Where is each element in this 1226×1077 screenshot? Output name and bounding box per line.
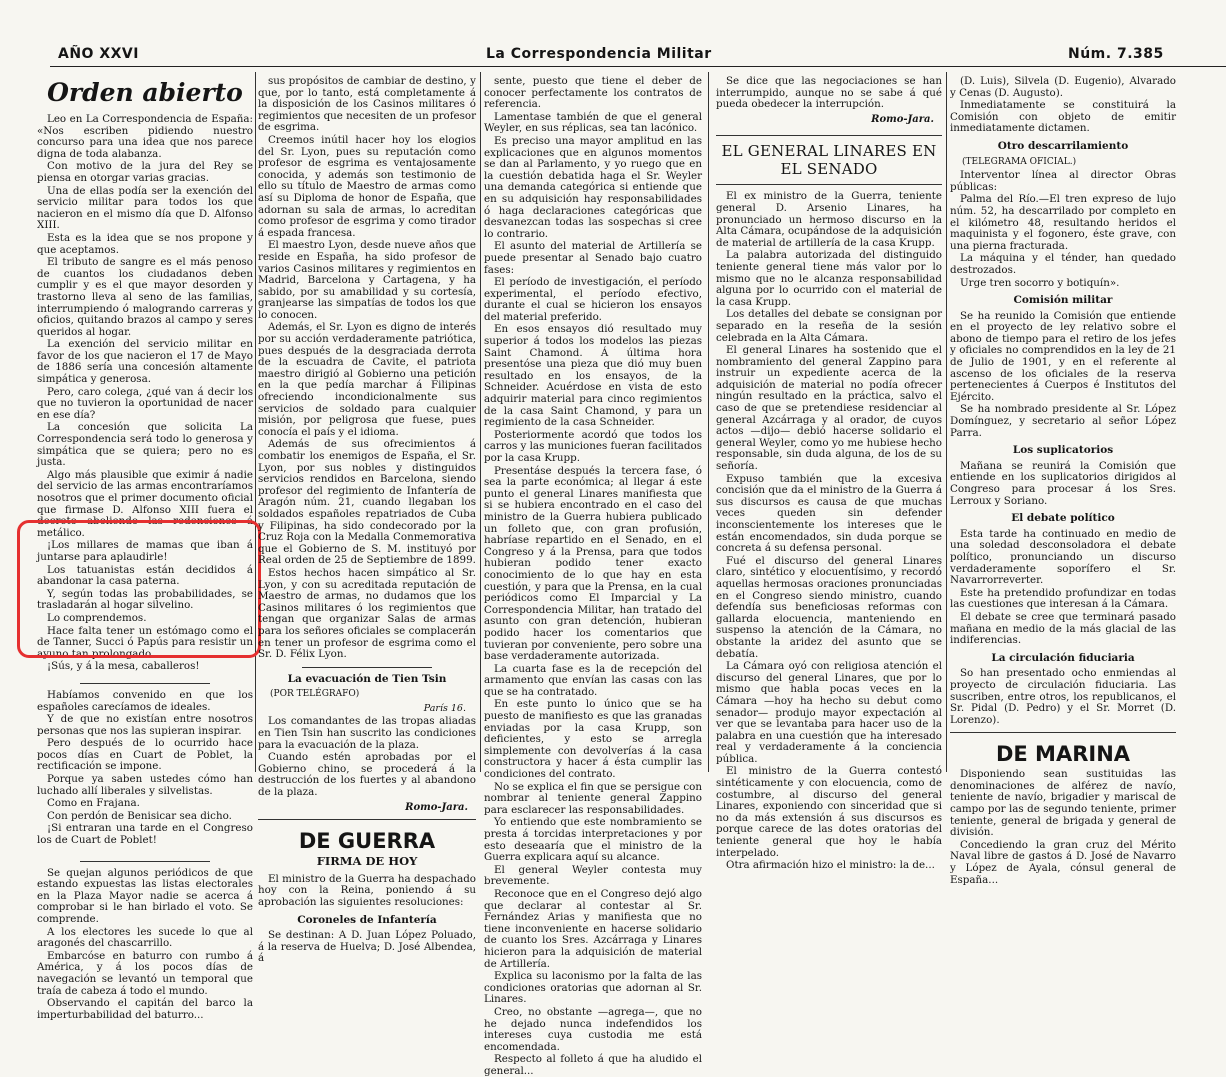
article-body [716, 191, 942, 871]
telegram-source: (POR TELÉGRAFO) [270, 689, 360, 700]
paragraph: Este ha pretendido profundizar en todas las cuestiones que interesan á la Cámara. [950, 586, 1176, 611]
paragraph: Con motivo de la jura del Rey se piensa en otorgar varias gracias. [37, 160, 253, 184]
paragraph: sus propósitos de cambiar de destino, y que, por lo tanto, está completamente á la disposición de los Casinos militares ó regimientos que necesiten de un profesor de esgrima. [258, 75, 476, 134]
evacuation-body [258, 716, 476, 798]
paragraph: La máquina y el ténder, han quedado destrozados. [950, 252, 1176, 276]
article-title: Orden abierto [47, 78, 243, 107]
paragraph: A los electores les sucede lo que al aragonés del chascarrillo. [37, 925, 253, 950]
paragraph: Pero, caro colega, ¿qué van á decir los que no tuvieron la oportunidad de nacer en ese día? [37, 385, 253, 421]
column-divider [946, 72, 947, 772]
paragraph: Disponiendo sean sustituidas las denominaciones de alférez de navío, teniente de navío, brigadier y mariscal de campo por las de segundo teniente, primer teniente, general de brigada y general de división. [950, 768, 1176, 839]
paragraph: Los comandantes de las tropas aliadas en Tien Tsin han suscrito las condiciones para la evacuación de la plaza. [258, 715, 476, 751]
paragraph: Porque ya saben ustedes cómo han luchado allí liberales y silvelistas. [37, 773, 253, 797]
paragraph: La exención del servicio militar en favor de los que nacieron el 17 de Mayo de 1886 sería una concesión altamente simpática y generosa. [37, 338, 253, 386]
paragraph: La Cámara oyó con religiosa atención el discurso del general Linares, que por lo mismo que habla pocas veces en la Cámara —hoy ha hecho su debut como senador— produjo mayor expectación al ver que se levantaba para hacer uso de la palabra en una cuestión que ha interesado real y verdaderamente á la conciencia pública. [716, 660, 942, 765]
paragraph: ¡Sús, y á la mesa, caballeros! [47, 660, 200, 673]
column-senate-debate [484, 75, 702, 1077]
separator [80, 861, 210, 862]
column-orden-abierto [37, 76, 253, 1021]
paragraph: La palabra autorizada del distinguido teniente general tiene más valor por lo mismo que no le alcanza responsabilidad alguna por lo ocurrido con el material de la casa Krupp. [716, 249, 942, 308]
paragraph: Algo más plausible que eximir á nadie del servicio de las armas encontraríamos nosotros que el primer documento oficial que firmase D. Alfonso XIII fuera el decreto aboliendo las redenciones á metálico. [37, 468, 253, 539]
article-body [37, 114, 253, 673]
paragraph: Y, según todas las probabilidades, se trasladarán al hogar silvelino. [37, 587, 253, 612]
paragraph: Expuso también que la excesiva concisión que da el ministro de la Guerra á sus discursos es causa de que muchas veces queden sin defender inconscientemente los intereses que le están encomendados, sin duda porque se concreta á su defensa personal. [716, 472, 942, 555]
paragraph: Inmediatamente se constituirá la Comisión con objeto de emitir inmediatamente dictamen. [950, 99, 1176, 135]
paragraph: Presentáse después la tercera fase, ó sea la parte económica; al llegar á este punto el general Linares manifiesta que si se hubiera encontrado en el caso del ministro de la Guerra hubiera publicado un folleto que, con gran profusión, habríase repartido en el Senado, en el Congreso y á la Prensa, para que todos hubieran podido tener exacto conocimiento de lo que hay en esta cuestión, y para que la Prensa, en la cual periódicos como El Imparcial y La Correspondencia Militar, han tratado del asunto con gran detención, hubieran podido hacer los comentarios que tuvieran por conveniente, pero sobre una base verdaderamente autorizada. [484, 464, 702, 663]
separator [258, 819, 476, 820]
paragraph: Los tatuanistas están decididos á abandonar la casa paterna. [37, 563, 253, 588]
paragraph: Observando el capitán del barco la imperturbabilidad del baturro... [37, 997, 253, 1021]
paragraph: Reconoce que en el Congreso dejó algo que declarar al contestar al Sr. Fernández Arias y manifiesta que no tiene inconveniente en hacerse solidario de cuanto los Sres. Azcárraga y Linares hicieron para la adquisición de material de Artillería. [484, 887, 702, 970]
paragraph: Esta es la idea que se nos propone y que aceptamos. [37, 231, 253, 256]
column-noticias [950, 75, 1176, 886]
paragraph: Lamentase también de que el general Weyler, en sus réplicas, sea tan lacónico. [484, 110, 702, 135]
paragraph: El debate se cree que terminará pasado mañana en medio de la más glacial de las indiferencias. [950, 610, 1176, 647]
marina-body [950, 769, 1176, 886]
paragraph: Explica su laconismo por la falta de las condiciones oratorias que adornan al Sr. Linares. [484, 970, 702, 1006]
paragraph: Habíamos convenido en que los españoles carecíamos de ideales. [37, 688, 253, 713]
paragraph: Es preciso una mayor amplitud en las explicaciones que en algunos momentos se dan al Parlamento, y yo ruego que en la cuestión debatida haga el Sr. Weyler una demanda categórica si entiende que en su adquisición hay responsabilidades ó haga declaraciones categóricas que desvanezcan todas las sospechas si cree lo contrario. [484, 134, 702, 240]
coroneles-heading: Coroneles de Infantería [297, 913, 437, 926]
debate-body [950, 529, 1176, 647]
paragraph: Fué el discurso del general Linares claro, sintético y elocuentísimo, y recordó aquellas hermosas oraciones pronunciadas en el Congreso siendo ministro, cuando defendía sus beneficiosas reformas con gallarda elocuencia, manteniendo en suspenso la atención de la Cámara, no obstante la aridez del asunto que se debatía. [716, 554, 942, 660]
paragraph: Lo comprendemos. [47, 611, 147, 624]
paragraph: El ministro de la Guerra ha despachado hoy con la Reina, poniendo á su aprobación las siguientes resoluciones: [258, 872, 476, 908]
paragraph: Otra afirmación hizo el ministro: la de... [726, 859, 935, 872]
paragraph: El asunto del material de Artillería se puede presentar al Senado bajo cuatro fases: [484, 240, 702, 276]
coroneles-text: Se destinan: A D. Juan López Poluado, á la reserva de Huelva; D. José Albendea, á [258, 929, 476, 965]
paragraph: El general Linares ha sostenido que el nombramiento del general Zappino para instruir un expediente acerca de la adquisición de material no podía ofrecer ningún resultado en la práctica, salvo el caso de que se pretendiese residenciar al general Azcárraga y al orador, de cuyos actos —dijo— debió hacerse solidario el general Weyler, como yo me hubiese hecho responsable, sin duda alguna, de los de su señoría. [716, 344, 942, 473]
issue-year: AÑO XXVI [58, 46, 139, 62]
signature: Romo-Jara. [871, 113, 934, 125]
heading-suplicatorios: Los suplicatorios [1012, 444, 1114, 457]
paragraph: El ministro de la Guerra contestó sintéticamente y con elocuencia, como de costumbre, al discurso del general Linares, exponiendo con sinceridad que si no da más extensión á sus discursos es porque carece de las dotes oratorias del teniente general que hoy le había interpelado. [716, 765, 942, 859]
paragraph: Posteriormente acordó que todos los carros y las municiones fueran facilitados por la casa Krupp. [484, 428, 702, 464]
paragraph: El tributo de sangre es el más penoso de cuantos los ciudadanos deben cumplir y es el que mayor desorden y trastorno lleva al seno de las familias, interrumpiendo ó malogrando carreras y oficios, quitando brazos al campo y seres queridos al hogar. [37, 256, 253, 338]
paragraph: Creemos inútil hacer hoy los elogios del Sr. Lyon, pues su reputación como profesor de esgrima es ventajosamente conocida, y además son testimonio de ello su título de Maestro de armas como así su Diploma de honor de España, que adornan su sala de armas, lo acreditan como profesor de esgrima y como tirador á espada francesa. [258, 133, 476, 239]
suplicatorios-text: Mañana se reunirá la Comisión que entiende en los suplicatorios dirigidos al Congreso para procesar á los Sres. Lerroux y Soriano. [950, 459, 1176, 507]
paragraph: Se dice que las negociaciones se han interrumpido, aunque no se sabe á qué pueda obedecer la interrupción. [716, 75, 942, 111]
circulacion-text: So han presentado ocho enmiendas al proyecto de circulación fiduciaria. Las suscriben, entre otros, los republicanos, el Sr. Pidal (D. Pedro) y el Sr. Morret (D. Lorenzo). [950, 667, 1176, 726]
paragraph: Además, el Sr. Lyon es digno de interés por su acción verdaderamente patriótica, pues después de la desgraciada derrota de la escuadra de Cavite, el patriota maestro dirigió al Gobierno una petición en la que pedía marchar á Filipinas ofreciendo incondicionalmente sus servicios de soldado para cualquier misión, por peligrosa que fuese, pues conocía el país y el idioma. [258, 321, 476, 438]
column-divider [708, 72, 709, 772]
paragraph: Se quejan algunos periódicos de que estando expuestas las listas electorales en la Plaza Mayor nadie se acerca á comprobar si le han birlado el voto. Se comprende. [37, 866, 253, 925]
separator [80, 683, 210, 684]
paragraph: Urge tren socorro y botiquín». [960, 276, 1120, 289]
paragraph: Estos hechos hacen simpático al Sr. Lyon, y con su acreditada reputación de Maestro de armas, no dudamos que los Casinos militares ó los regimientos que tengan que organizar Salas de armas para los señores oficiales se complacerán en tener un profesor de esgrima como el Sr. D. Félix Lyon. [258, 566, 476, 661]
paragraph: La cuarta fase es la de recepción del armamento que envían las casas con las que se ha contratado. [484, 662, 702, 698]
column-divider [255, 72, 256, 772]
paragraph: En este punto lo único que se ha puesto de manifiesto es que las granadas enviadas por la casa Krupp, son deficientes, y esto se arregla simplemente con devolverías á la casa constructora y hacer á ésta cumplir las condiciones del contrato. [484, 698, 702, 781]
paragraph: La concesión que solicita La Correspondencia será todo lo generosa y simpática que se quiera; pero no es justa. [37, 421, 253, 469]
intro-body [716, 76, 942, 111]
paragraph: sente, puesto que tiene el deber de conocer perfectamente los contratos de referencia. [484, 75, 702, 111]
highlighted-passage [37, 690, 253, 847]
masthead [0, 0, 1226, 70]
paragraph: ¡Si entraran una tarde en el Congreso los de Cuart de Poblet! [37, 822, 253, 847]
paragraph: Respecto al folleto á que ha aludido el general... [484, 1053, 702, 1077]
paragraph: Los detalles del debate se consignan por separado en la reseña de la sesión celebrada en la Alta Cámara. [716, 308, 942, 344]
paragraph: Además de sus ofrecimientos á combatir los enemigos de España, el Sr. Lyon, por sus nobles y distinguidos servicios rendidos en Barcelona, siendo profesor del regimiento de Infantería de Aragón núm. 21, cuando llegaban los soldados españoles repatriados de Cuba y Filipinas, ha sido condecorado por la Cruz Roja con la Medalla Conmemorativa que el Gobierno de S. M. instituyó por Real orden de 25 de Septiembre de 1899. [258, 438, 476, 567]
paragraph: Como en Frajana. [47, 797, 140, 810]
intro-body [950, 76, 1176, 135]
paragraph: (D. Luis), Silvela (D. Eugenio), Alvarado y Cenas (D. Augusto). [950, 75, 1176, 99]
paragraph: El maestro Lyon, desde nueve años que reside en España, ha sido profesor de varios Casinos militares y regimientos en Madrid, Barcelona y Cartagena, y ha sabido, por su amabilidad y su cortesía, granjearse las simpatías de todos los que lo conocen. [258, 239, 476, 321]
column-divider [480, 72, 481, 772]
evacuation-heading: La evacuación de Tien Tsin [287, 672, 447, 685]
section-heading-guerra: DE GUERRA [298, 829, 436, 854]
heading-descarrilamiento: Otro descarrilamiento [997, 139, 1129, 152]
paragraph: Hace falta tener un estómago como el de Tanner, Succi ó Papús para resistir un ayuno tan prolongado. [37, 624, 253, 660]
comision-text: Se ha reunido la Comisión que entiende en el proyecto de ley relativo sobre el abono de tiempo para el retiro de los jefes y oficiales no comprendidos en la ley de 21 de Julio de 1901, y en el referente al ascenso de los oficiales de la reserva pertenecientes á Cuerpos é Institutos del Ejército. [950, 309, 1176, 403]
paragraph: En esos ensayos dió resultado muy superior á todos los modelos las piezas Saint Chamond. Á última hora presentóse una pieza que dió muy buen resultado en los ensayos, de la Schneider. Acuérdose en vista de esto adquirir material para cinco regimientos de la casa Saint Chamond, y para un regimiento de la casa Schneider. [484, 323, 702, 429]
heading-comision: Comisión militar [1013, 294, 1113, 307]
paragraph: Palma del Río.—El tren expreso de lujo núm. 52, ha descarrilado por completo en el kilómetro 48, resultando heridos el maquinista y el fogonero, éste grave, con una pierna fracturada. [950, 193, 1176, 252]
paragraph: El período de investigación, el período experimental, el período efectivo, durante el cual se hicieron los ensayos del material preferido. [484, 276, 702, 323]
paragraph: Y de que no existían entre nosotros personas que nos las supieran inspirar. [37, 713, 253, 737]
paragraph: Concediendo la gran cruz del Mérito Naval libre de gastos á D. José de Navarro y López de Ayala, cónsul general de España... [950, 838, 1176, 886]
article-body [484, 76, 702, 1077]
issue-number: Núm. 7.385 [1068, 46, 1164, 62]
paragraph: Embarcóse en baturro con rumbo á América, y á los pocos días de navegación se levantó un temporal que traía de cabeza á todo el mundo. [37, 949, 253, 997]
paragraph: Esta tarde ha continuado en medio de una soledad desconsoladora el debate político, pronunciando un discurso verdaderamente soporífero el Sr. Navarrorreverter. [950, 527, 1176, 587]
paragraph: Una de ellas podía ser la exención del servicio militar para todos los que nacieron en el mismo día que D. Alfonso XIII. [37, 184, 253, 232]
article-body-tail [37, 868, 253, 1022]
dateline: París 16. [423, 702, 466, 714]
newspaper-name: La Correspondencia Militar [486, 46, 712, 62]
section-heading-marina: DE MARINA [995, 742, 1131, 767]
column-lyon-tientsin-guerra [258, 75, 476, 965]
signature: Romo-Jara. [405, 801, 468, 813]
section-heading-senado: EL GENERAL LINARES EN EL SENADO [716, 135, 942, 185]
paragraph: Cuando estén aprobadas por el Gobierno chino, se procederá á la destrucción de los fuertes y al abandono de la plaza. [258, 751, 476, 799]
paragraph: El general Weyler contesta muy brevemente. [484, 863, 702, 888]
separator [950, 732, 1176, 733]
separator [302, 667, 433, 668]
paragraph: El ex ministro de la Guerra, teniente general D. Arsenio Linares, ha pronunciado un hermoso discurso en la Alta Cámara, ocupándose de la adquisición de material de artillería de la casa Krupp. [716, 190, 942, 249]
descarrilamiento-body [950, 170, 1176, 289]
paragraph: Con perdón de Benisicar sea dicho. [47, 809, 232, 822]
heading-debate: El debate político [1011, 512, 1115, 525]
article-body [258, 76, 476, 661]
subheading-firma: FIRMA DE HOY [316, 854, 418, 869]
masthead-rule [50, 66, 1226, 67]
paragraph: Creo, no obstante —agrega—, que no he dejado nunca indefendidos los intereses cuya custodia me está encomendada. [484, 1005, 702, 1053]
paragraph: Interventor línea al director Obras públicas: [950, 169, 1176, 193]
paragraph: Pero después de lo ocurrido hace pocos días en Cuart de Poblet, la rectificación se impone. [37, 737, 253, 773]
paragraph: Yo entiendo que este nombramiento se presta á torcidas interpretaciones y por esto deseaaría que el ministro de la Guerra explicara aquí su alcance. [484, 816, 702, 864]
paragraph: ¡Los millares de mamas que iban á juntarse para aplaudirle! [37, 539, 253, 563]
telegram-label: (TELEGRAMA OFICIAL.) [962, 156, 1077, 167]
guerra-body [258, 874, 476, 909]
paragraph: Leo en La Correspondencia de España: «Nos escriben pidiendo nuestro concurso para una idea que nos parece digna de toda alabanza. [37, 113, 253, 160]
column-linares-senado [716, 75, 942, 872]
paragraph: No se explica el fin que se persigue con nombrar al teniente general Zappino para esclarecer las responsabilidades. [484, 780, 702, 816]
heading-circulacion: La circulación fiduciaria [991, 651, 1135, 664]
comision-text-2: Se ha nombrado presidente al Sr. López Domínguez, y secretario al señor López Parra. [950, 403, 1176, 439]
